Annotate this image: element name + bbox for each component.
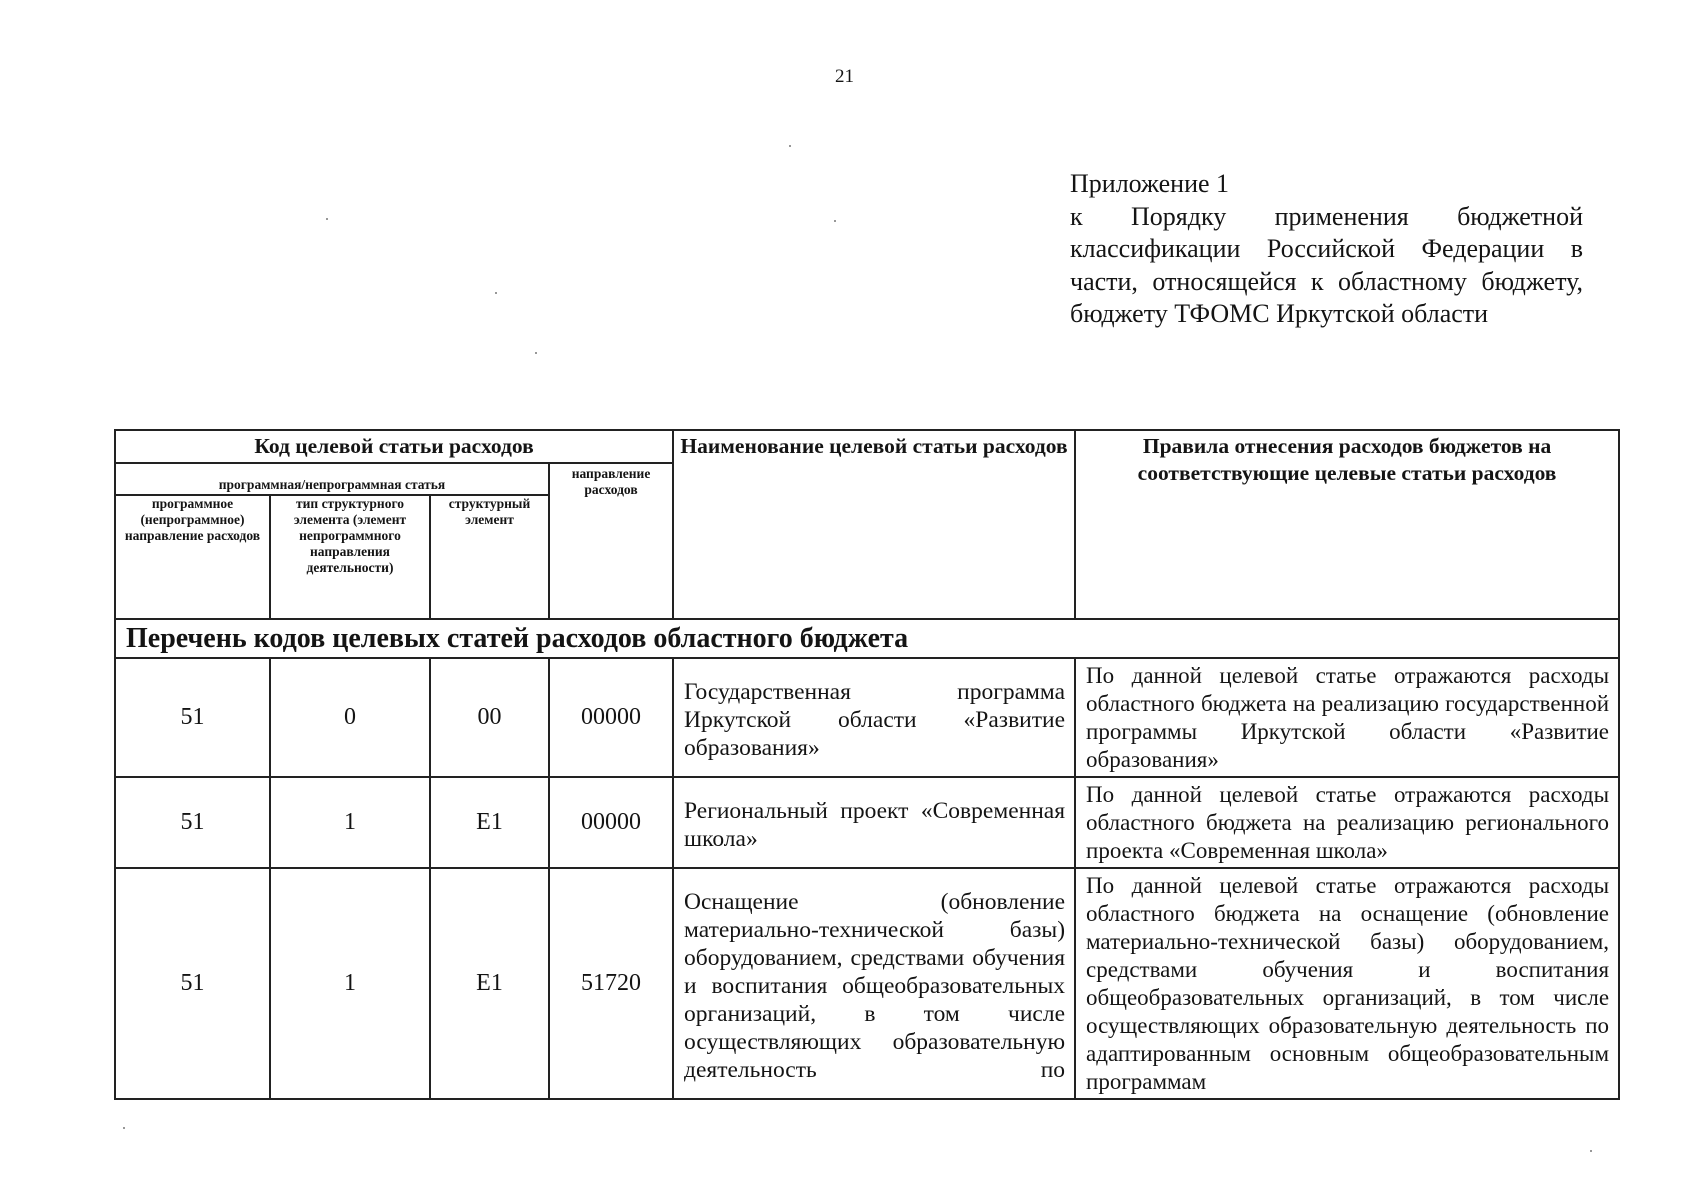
scan-speck — [789, 145, 791, 147]
cell-direction: 00000 — [549, 658, 673, 777]
appendix-block — [1070, 168, 1583, 331]
table-row — [115, 658, 1619, 777]
cell-structural-type: 1 — [270, 777, 430, 868]
cell-program-direction: 51 — [115, 868, 270, 1099]
header-code-group: Код целевой статьи расходов — [115, 430, 673, 463]
header-program-direction: программное (непрограммное) направление расходов — [115, 495, 270, 619]
section-title: Перечень кодов целевых статей расходов областного бюджета — [115, 619, 1619, 658]
header-structural-element: структурный элемент — [430, 495, 549, 619]
header-direction: направление расходов — [549, 463, 673, 619]
cell-structural-type: 1 — [270, 868, 430, 1099]
scan-speck — [834, 220, 836, 222]
scan-speck — [1590, 1150, 1592, 1152]
target-articles-table — [114, 429, 1620, 1100]
cell-direction: 51720 — [549, 868, 673, 1099]
appendix-text: к Порядку применения бюджетной классификации Российской Федерации в части, относящейся к областному бюджету, бюджету ТФОМС Иркутской области — [1070, 201, 1583, 328]
header-rules: Правила отнесения расходов бюджетов на соответствующие целевые статьи расходов — [1075, 430, 1619, 619]
section-title-row — [115, 619, 1619, 658]
header-program-group: программная/непрограммная статья — [115, 463, 549, 495]
cell-name: Государственная программа Иркутской области «Развитие образования» — [673, 658, 1075, 777]
scan-speck — [495, 292, 497, 294]
cell-structural-type: 0 — [270, 658, 430, 777]
table-header-row — [115, 430, 1619, 463]
table-row — [115, 868, 1619, 1099]
cell-name: Региональный проект «Современная школа» — [673, 777, 1075, 868]
cell-structural-element: Е1 — [430, 868, 549, 1099]
cell-rules: По данной целевой статье отражаются расходы областного бюджета на оснащение (обновление материально-технической базы) оборудованием, средствами обучения и воспитания общеобразовательных организаций, в том числе осуществляющих образовательную деятельность по адаптированным основным общеобразовательным программам — [1075, 868, 1619, 1099]
cell-structural-element: Е1 — [430, 777, 549, 868]
appendix-title: Приложение 1 — [1070, 169, 1230, 198]
header-structural-type: тип структурного элемента (элемент непрограммного направления деятельности) — [270, 495, 430, 619]
table-row — [115, 777, 1619, 868]
cell-rules: По данной целевой статье отражаются расходы областного бюджета на реализацию государственной программы Иркутской области «Развитие образования» — [1075, 658, 1619, 777]
header-name: Наименование целевой статьи расходов — [673, 430, 1075, 619]
page-number: 21 — [835, 66, 854, 87]
cell-rules: По данной целевой статье отражаются расходы областного бюджета на реализацию регионального проекта «Современная школа» — [1075, 777, 1619, 868]
cell-name: Оснащение (обновление материально-технической базы) оборудованием, средствами обучения и воспитания общеобразовательных организаций, в том числе осуществляющих образовательную деятельность по — [673, 868, 1075, 1099]
cell-structural-element: 00 — [430, 658, 549, 777]
cell-program-direction: 51 — [115, 658, 270, 777]
cell-program-direction: 51 — [115, 777, 270, 868]
scan-speck — [326, 218, 328, 220]
scan-speck — [123, 1127, 125, 1129]
scan-speck — [535, 352, 537, 354]
cell-direction: 00000 — [549, 777, 673, 868]
